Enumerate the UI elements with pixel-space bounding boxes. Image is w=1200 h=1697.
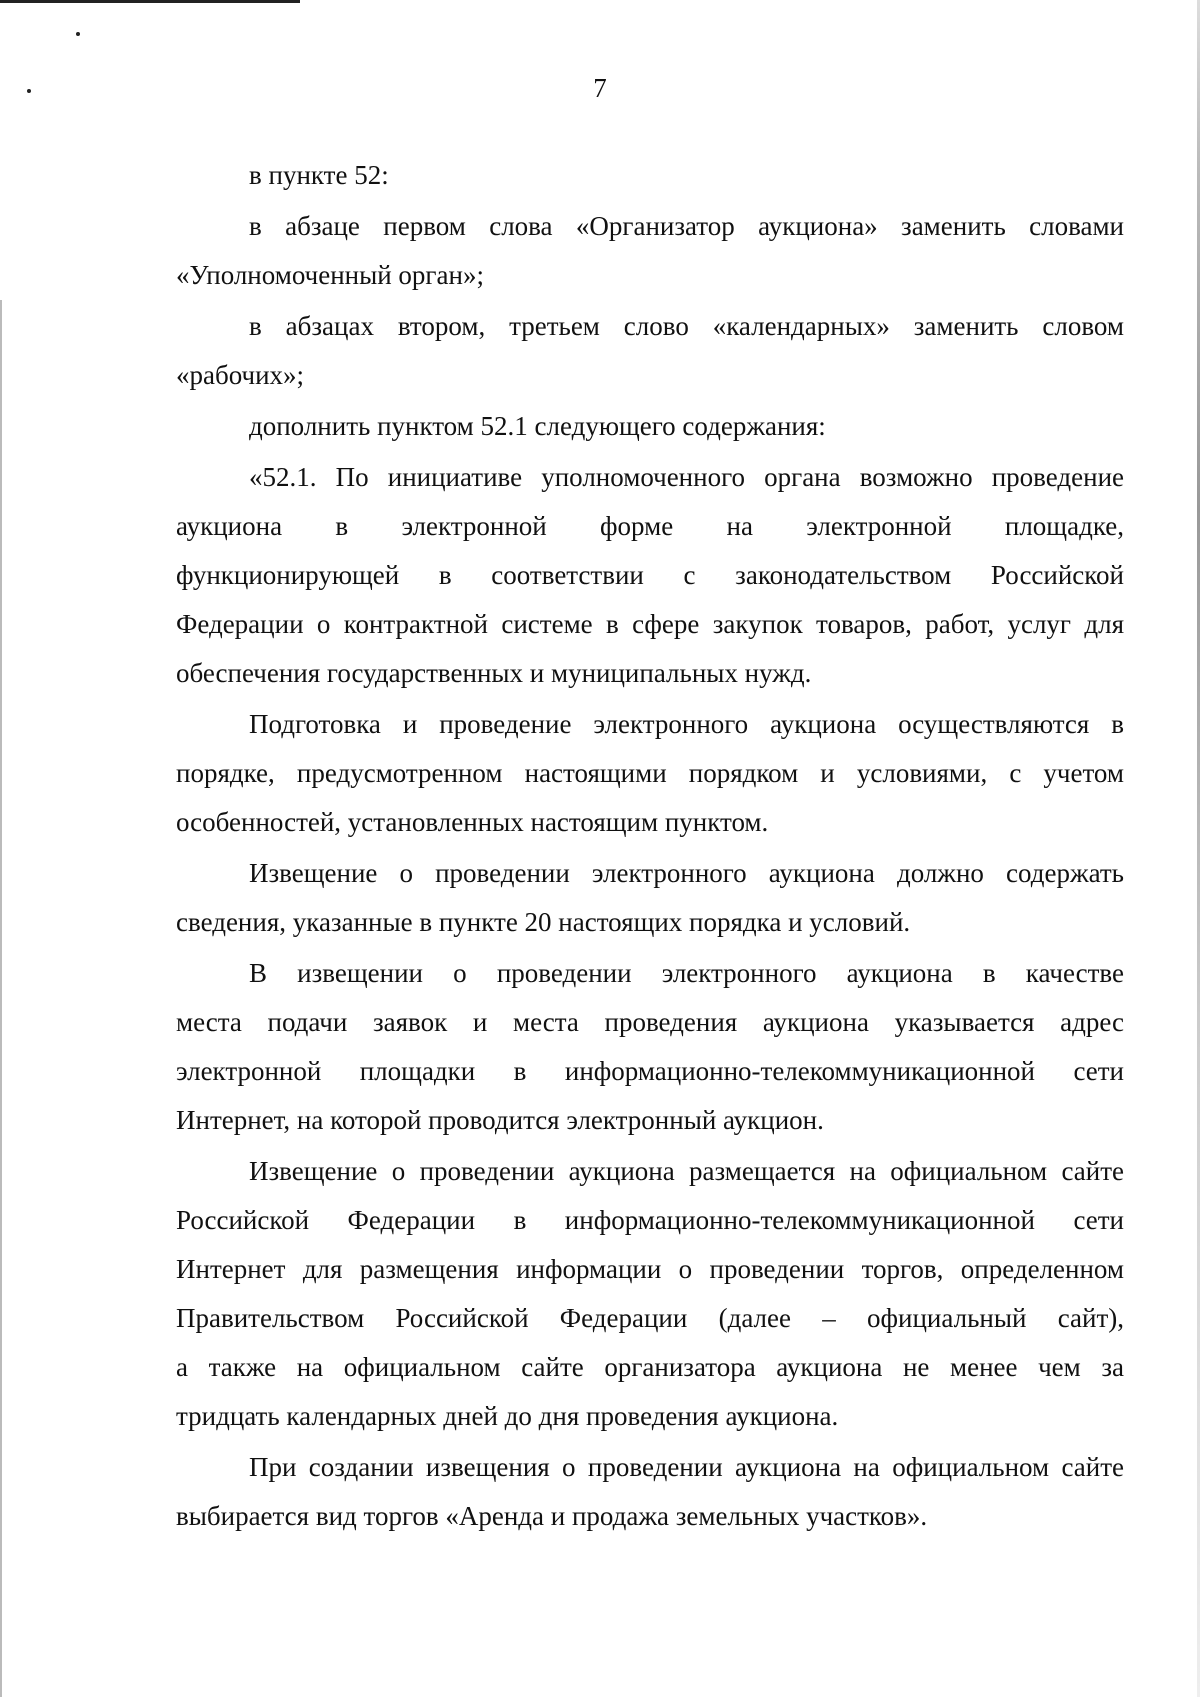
- scan-speck: [76, 32, 80, 36]
- text-line: «Уполномоченный орган»;: [176, 260, 484, 290]
- text-line: «52.1. По инициативе уполномоченного органа возможно проведение: [249, 462, 1124, 492]
- document-body: [176, 151, 1124, 1541]
- text-line: в пункте 52:: [249, 160, 389, 190]
- text-line: а также на официальном сайте организатора аукциона не менее чем за: [176, 1352, 1124, 1382]
- text-line: электронной площадки в информационно-телекоммуникационной сети: [176, 1056, 1124, 1086]
- scan-border-left: [0, 300, 2, 1697]
- text-line: места подачи заявок и места проведения аукциона указывается адрес: [176, 1007, 1124, 1037]
- text-line: Правительством Российской Федерации (далее – официальный сайт),: [176, 1303, 1124, 1333]
- text-line: особенностей, установленных настоящим пунктом.: [176, 807, 769, 837]
- text-line: в абзацах втором, третьем слово «календарных» заменить словом: [249, 311, 1124, 341]
- text-line: аукциона в электронной форме на электронной площадке,: [176, 511, 1124, 541]
- text-line: Российской Федерации в информационно-телекоммуникационной сети: [176, 1205, 1124, 1235]
- text-line: «рабочих»;: [176, 360, 305, 390]
- text-line: функционирующей в соответствии с законодательством Российской: [176, 560, 1124, 590]
- text-line: Извещение о проведении аукциона размещается на официальном сайте: [249, 1156, 1124, 1186]
- text-line: В извещении о проведении электронного аукциона в качестве: [249, 958, 1124, 988]
- text-line: Подготовка и проведение электронного аукциона осуществляются в: [249, 709, 1124, 739]
- scan-border-top: [0, 0, 300, 3]
- text-line: обеспечения государственных и муниципальных нужд.: [176, 658, 812, 688]
- text-line: дополнить пунктом 52.1 следующего содержания:: [249, 411, 826, 441]
- text-line: При создании извещения о проведении аукциона на официальном сайте: [249, 1452, 1124, 1482]
- text-line: Извещение о проведении электронного аукциона должно содержать: [249, 858, 1124, 888]
- text-line: выбирается вид торгов «Аренда и продажа земельных участков».: [176, 1501, 928, 1531]
- text-line: сведения, указанные в пункте 20 настоящих порядка и условий.: [176, 907, 911, 937]
- text-line: тридцать календарных дней до дня проведения аукциона.: [176, 1401, 839, 1431]
- text-line: в абзаце первом слова «Организатор аукциона» заменить словами: [249, 211, 1124, 241]
- text-line: порядке, предусмотренном настоящими порядком и условиями, с учетом: [176, 758, 1124, 788]
- text-line: Интернет, на которой проводится электронный аукцион.: [176, 1105, 824, 1135]
- text-line: Интернет для размещения информации о проведении торгов, определенном: [176, 1254, 1124, 1284]
- page-number: 7: [593, 73, 607, 103]
- text-line: Федерации о контрактной системе в сфере закупок товаров, работ, услуг для: [176, 609, 1124, 639]
